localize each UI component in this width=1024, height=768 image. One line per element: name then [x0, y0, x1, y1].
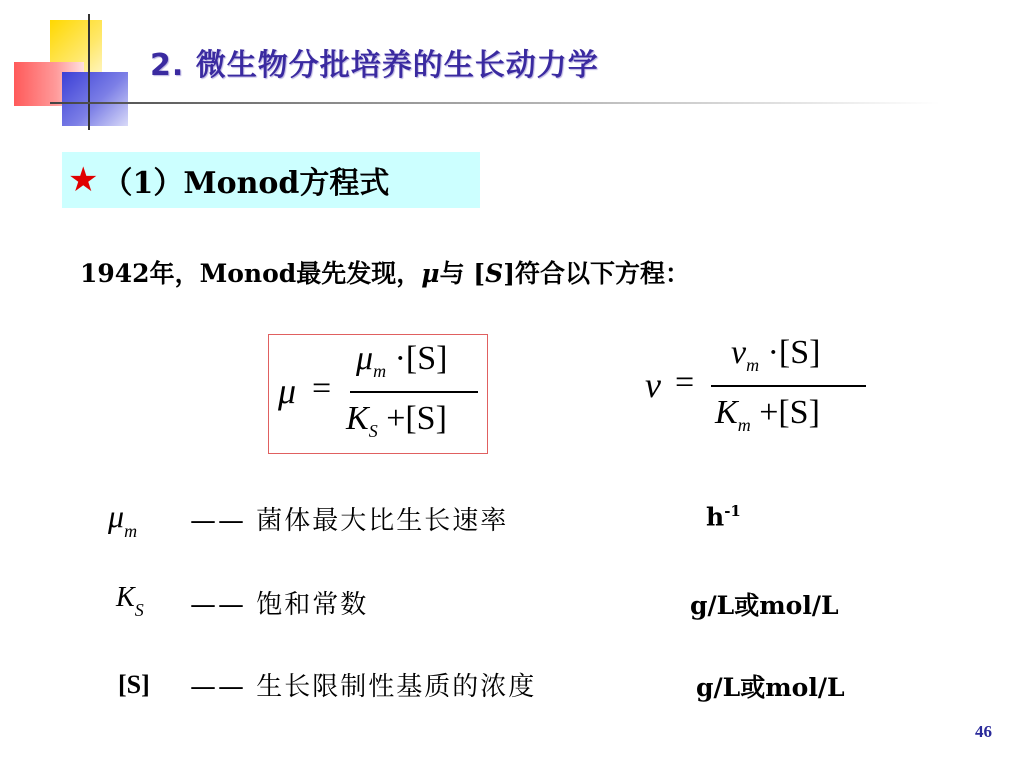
- formula1-den-main: K: [346, 400, 369, 437]
- monod-equation: [278, 340, 484, 448]
- formula2-numerator: [731, 334, 820, 376]
- def-mu-m-unit: [706, 502, 741, 531]
- formula1-num-sub: m: [373, 361, 387, 381]
- formula1-den-rest: +[S]: [377, 400, 447, 437]
- def-mu-m-unit-main: h: [706, 502, 725, 532]
- def-s-symbol: [S]: [118, 670, 150, 699]
- michaelis-menten-equation: [645, 332, 875, 444]
- def-ks-sub: S: [134, 600, 144, 620]
- def-mu-m-unit-sup: -1: [724, 502, 741, 520]
- intro-post: ]符合以下方程：: [503, 259, 691, 288]
- def-s-desc: —— 生长限制性基质的浓度: [190, 672, 537, 702]
- formula1-denominator: [346, 400, 447, 442]
- formula1-num-rest: ·[S]: [386, 340, 448, 377]
- formula1-num-main: μ: [356, 340, 374, 377]
- subtitle-label: （1）Monod方程式: [102, 166, 390, 201]
- intro-text: [80, 254, 690, 290]
- def-ks-symbol: [116, 582, 144, 621]
- formula1-numerator: [356, 340, 447, 382]
- def-mu-m-desc: —— 菌体最大比生长速率: [190, 506, 509, 536]
- def-mu-m-sub: m: [124, 521, 138, 541]
- def-ks-main: K: [116, 582, 135, 613]
- def-ks-desc: —— 饱和常数: [190, 590, 369, 620]
- formula1-den-sub: S: [368, 421, 378, 441]
- formula1-lhs: μ: [278, 371, 297, 411]
- page-number: 46: [975, 722, 992, 741]
- subtitle-box: [62, 152, 480, 208]
- decor-vertical-line: [88, 14, 90, 130]
- formula2-lhs: v: [645, 365, 661, 405]
- decor-blue-square: [62, 72, 128, 126]
- def-s-unit: g/L或mol/L: [696, 673, 845, 702]
- formula2-equals: =: [675, 364, 695, 401]
- def-ks-unit: g/L或mol/L: [690, 591, 839, 620]
- formula2-num-sub: m: [746, 355, 760, 375]
- formula1-equals: =: [312, 370, 332, 407]
- formula2-den-rest: +[S]: [750, 394, 820, 431]
- formula2-num-main: v: [731, 334, 747, 371]
- star-icon: ★: [68, 160, 99, 200]
- intro-mu: μ: [421, 259, 440, 288]
- formula1-fraction-bar: [350, 391, 478, 393]
- formula2-den-main: K: [715, 394, 738, 431]
- def-mu-m-main: μ: [108, 498, 125, 534]
- formula2-den-sub: m: [737, 415, 751, 435]
- formula2-fraction-bar: [711, 385, 866, 387]
- intro-mid: 与 [: [439, 259, 486, 288]
- formula2-denominator: [715, 394, 820, 436]
- decor-horizontal-line: [50, 102, 940, 104]
- intro-s: S: [485, 259, 504, 288]
- def-mu-m-symbol: [108, 498, 137, 542]
- formula2-num-rest: ·[S]: [759, 334, 821, 371]
- slide-title: 2. 微生物分批培养的生长动力学: [150, 48, 599, 83]
- intro-pre: 1942年，Monod最先发现，: [80, 259, 422, 288]
